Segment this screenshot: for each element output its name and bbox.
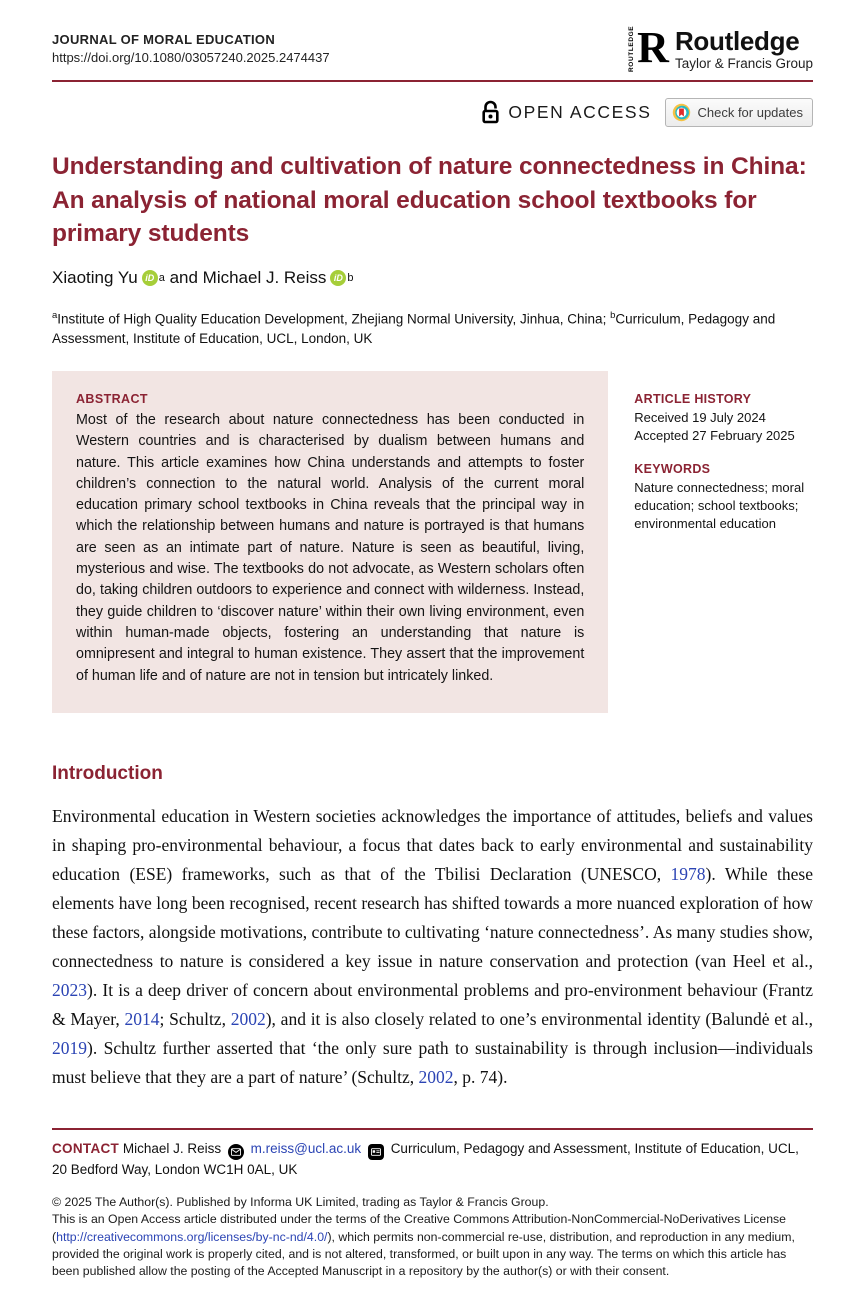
routledge-vertical-text: ROUTLEDGE [628, 25, 636, 72]
citation-link[interactable]: 2023 [52, 979, 87, 1000]
affiliation-text: Curriculum, Pedagogy and Assessment, Institute of Education, UCL, London, UK [52, 311, 776, 346]
check-for-updates-label: Check for updates [697, 104, 803, 120]
abstract-box [52, 371, 608, 713]
doi-link[interactable]: https://doi.org/10.1080/03057240.2025.2474437 [52, 50, 330, 65]
author-separator: and [164, 267, 203, 287]
introduction-paragraph: Environmental education in Western societies acknowledges the importance of attitudes, beliefs and values in shaping pro-environmental behaviour, a focus that dates back to early environmental and sustainability education (ESE) frameworks, such as that of the Tbilisi Declaration (UNESCO, 1978). While these elements have long been recognised, recent research has shifted towards a more nuanced exploration of how these factors, alongside motivations, contribute to cultivating ‘nature connectedness’. As many studies show, connectedness to nature is considered a key issue in nature conservation and protection (van Heel et al., 2023). It is a deep driver of concern about environmental problems and pro-environment behaviour (Frantz & Mayer, 2014; Schultz, 2002), and it is also closely related to one’s environmental identity (Balundė et al., 2019). Schultz further asserted that ‘the only sure path to sustainability is through inclusion—individuals must believe that they are a part of nature’ (Schultz, 2002, p. 74). [52, 805, 813, 1087]
crossmark-icon [672, 103, 691, 122]
affiliation-mark: a [52, 309, 58, 321]
affiliation-text: Institute of High Quality Education Development, Zhejiang Normal University, Jinhua, China; [57, 311, 611, 326]
contact-label: CONTACT [52, 1140, 120, 1156]
access-row [52, 95, 813, 129]
abstract-heading: ABSTRACT [76, 392, 148, 406]
journal-block [52, 26, 330, 65]
keywords-block [634, 462, 813, 533]
article-title: Understanding and cultivation of nature connectedness in China: An analysis of national moral education school textbooks for primary students [52, 153, 807, 247]
address-card-icon [368, 1144, 384, 1160]
article-history-block [634, 392, 813, 445]
contact-address: Curriculum, Pedagogy and Assessment, Institute of Education, UCL, 20 Bedford Way, London WC1H 0AL, UK [52, 1140, 799, 1177]
routledge-r-mark: R [637, 23, 669, 72]
orcid-icon[interactable]: iD [330, 270, 346, 286]
author-name: Michael J. Reiss [202, 267, 327, 287]
envelope-icon [228, 1144, 244, 1160]
keywords-text: Nature connectedness; moral education; school textbooks; environmental education [634, 480, 805, 531]
affiliation-mark: b [610, 309, 616, 321]
copyright-block [52, 1194, 813, 1281]
citation-link[interactable]: 2014 [124, 1008, 160, 1029]
abstract-section [52, 371, 813, 713]
check-for-updates-button[interactable] [665, 98, 813, 127]
citation-link[interactable]: 2019 [52, 1037, 87, 1058]
author-line: Xiaoting Yu iD a and Michael J. Reiss iD b [52, 267, 354, 287]
citation-link[interactable]: 1978 [670, 863, 706, 884]
footer-divider [52, 1128, 813, 1130]
citation-link[interactable]: http://creativecommons.org/licenses/by-nc-nd/4.0/ [56, 1229, 328, 1244]
introduction-heading: Introduction [52, 762, 163, 784]
publisher-name: Routledge [674, 26, 800, 56]
license-text: This is an Open Access article distributed under the terms of the Creative Commons Attribution-NonCommercial-NoDerivatives License (http://creativecommons.org/licenses/by-nc-nd/4.0/), which permits non-commercial re-use, distribution, and reproduction in any medium, provided the original work is properly cited, and is not altered, transformed, or built upon in any way. The terms on which this article has been published allow the posting of the Accepted Manuscript in a repository by the author(s) or with their consent. [52, 1212, 795, 1279]
keywords-heading: KEYWORDS [634, 462, 711, 476]
journal-title: JOURNAL OF MORAL EDUCATION [52, 32, 276, 47]
contact-email-link[interactable]: m.reiss@ucl.ac.uk [250, 1140, 362, 1156]
publisher-wordmark [675, 27, 813, 71]
contact-block [52, 1139, 813, 1180]
orcid-icon[interactable]: iD [142, 270, 158, 286]
open-access-label: OPEN ACCESS [508, 101, 652, 122]
publisher-logo [628, 23, 813, 72]
open-access-badge [480, 99, 651, 125]
received-date: Received 19 July 2024 [634, 410, 766, 425]
header-divider [52, 80, 813, 82]
publisher-group: Taylor & Francis Group [674, 56, 813, 71]
article-history-heading: ARTICLE HISTORY [634, 392, 752, 406]
citation-link[interactable]: 2002 [418, 1066, 454, 1087]
affiliations [52, 306, 813, 349]
contact-name: Michael J. Reiss [122, 1140, 222, 1156]
citation-link[interactable]: 2002 [230, 1008, 266, 1029]
open-lock-icon [480, 99, 501, 125]
author-name: Xiaoting Yu [52, 267, 138, 287]
abstract-text: Most of the research about nature connectedness has been conducted in Western countries and is characterised by dualism between humans and nature. This article examines how China understands and attempts to foster children’s connection to the natural world. Analysis of the current moral education primary school textbooks in China reveals that the principal way in which the relationship between humans and nature is portrayed is that humans are seen as an intimate part of nature. Nature is seen as beautiful, living, mysterious and wise. The textbooks do not advocate, as Western scholars often do, taking children outdoors to experience and connect with wilderness. Instead, they guide children to ‘discover nature’ within their own living environment, even within human-made objects, fostering an understanding that nature is omnipresent and integral to human existence. They assert that the improvement of human life and of nature are not in tension but intricately linked. [76, 412, 585, 684]
routledge-logo-icon [628, 23, 669, 72]
copyright-line: © 2025 The Author(s). Published by Informa UK Limited, trading as Taylor & Francis Group. [52, 1194, 549, 1209]
article-meta-column [634, 371, 813, 713]
accepted-date: Accepted 27 February 2025 [634, 428, 795, 443]
masthead [52, 23, 813, 72]
